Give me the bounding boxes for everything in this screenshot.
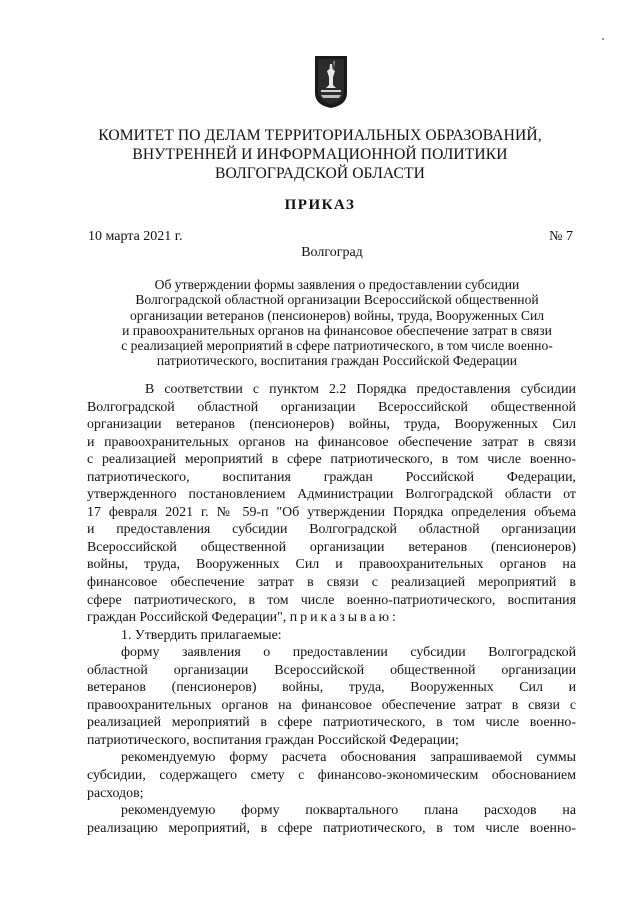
- body-line: реализацию мероприятий, в сфере патриотического, в том числе военно-: [87, 820, 576, 836]
- org-title-line: КОМИТЕТ ПО ДЕЛАМ ТЕРРИТОРИАЛЬНЫХ ОБРАЗОВАНИЙ,: [98, 127, 542, 144]
- body-line: и правоохранительных органов на финансовое обеспечение затрат в связи: [87, 434, 576, 450]
- body-line: ветеранов (пенсионеров) войны, труда, Вооруженных Сил и: [87, 680, 576, 696]
- body-line: войны, труда, Вооруженных Сил и правоохранительных органов на: [87, 557, 576, 573]
- body-line: утвержденного постановлением Администрации Волгоградской области от: [87, 487, 576, 503]
- subject-line: Об утверждении формы заявления о предоставлении субсидии: [154, 277, 520, 292]
- body-line: 17 февраля 2021 г. № 59-п "Об утверждении Порядка определения объема: [87, 504, 576, 520]
- org-title-line: ВОЛГОГРАДСКОЙ ОБЛАСТИ: [215, 165, 425, 182]
- body-line: субсидии, содержащего смету с финансово-экономическим обоснованием: [87, 768, 576, 784]
- organization-title: [0, 126, 640, 183]
- org-title-line: ВНУТРЕННЕЙ И ИНФОРМАЦИОННОЙ ПОЛИТИКИ: [132, 146, 508, 163]
- body-line: Всероссийской общественной организации ветеранов (пенсионеров): [87, 539, 576, 555]
- subject-line: Волгоградской областной организации Всероссийской общественной: [135, 292, 539, 308]
- body-line: Волгоградской областной организации Всероссийской общественной: [87, 399, 576, 415]
- document-type: ПРИКАЗ: [284, 197, 356, 213]
- body-line: форму заявления о предоставлении субсидии Волгоградской: [121, 645, 576, 661]
- body-line: [87, 609, 576, 627]
- prikazyvayu-word: приказываю:: [289, 610, 399, 626]
- scan-speck: [602, 38, 604, 40]
- volgograd-coat-of-arms-icon: [314, 55, 348, 109]
- body-line: патриотического, воспитания граждан Российской Федерации,: [87, 469, 576, 485]
- document-body: [87, 381, 576, 837]
- document-date: 10 марта 2021 г.: [88, 229, 183, 244]
- body-line: областной организации Всероссийской общественной организации: [87, 662, 576, 678]
- subject-line: с реализацией мероприятий в сфере патриотического, в том числе военно-: [121, 338, 553, 354]
- body-line: правоохранительных органов на финансовое обеспечение затрат в связи с: [87, 697, 576, 713]
- body-line: В соответствии с пунктом 2.2 Порядка предоставления субсидии: [145, 382, 576, 397]
- body-line: организации ветеранов (пенсионеров) войны, труда, Вооруженных Сил: [87, 417, 576, 433]
- subject-line: патриотического, воспитания граждан Российской Федерации: [156, 353, 518, 369]
- body-line: расходов;: [87, 785, 144, 801]
- subject-line: организации ветеранов (пенсионеров) войны, труда, Вооруженных Сил: [129, 307, 545, 323]
- body-line: и предоставления субсидии Волгоградской областной организации: [87, 522, 576, 538]
- document-subject: [94, 277, 580, 369]
- body-line: рекомендуемую форму расчета обоснования запрашиваемой суммы: [121, 750, 576, 766]
- body-line: финансовое обеспечение затрат в связи с реализацией мероприятий в: [87, 575, 576, 591]
- body-line: патриотического, воспитания граждан Российской Федерации;: [87, 732, 459, 748]
- body-line: с реализацией мероприятий в сфере патриотического, в том числе военно-: [87, 452, 576, 468]
- body-line: реализацией мероприятий в сфере патриотического, в том числе военно-: [87, 715, 576, 731]
- document-city: Волгоград: [301, 245, 363, 260]
- subject-line: и правоохранительных органов на финансовое обеспечение затрат в связи: [122, 322, 552, 338]
- body-line-text: граждан Российской Федерации",: [87, 610, 287, 626]
- document-number: № 7: [549, 229, 573, 244]
- body-line: рекомендуемую форму поквартального плана расходов на: [121, 803, 576, 819]
- body-item-heading: 1. Утвердить прилагаемые:: [121, 627, 282, 643]
- body-line: сфере патриотического, в том числе военно-патриотического, воспитания: [87, 592, 576, 608]
